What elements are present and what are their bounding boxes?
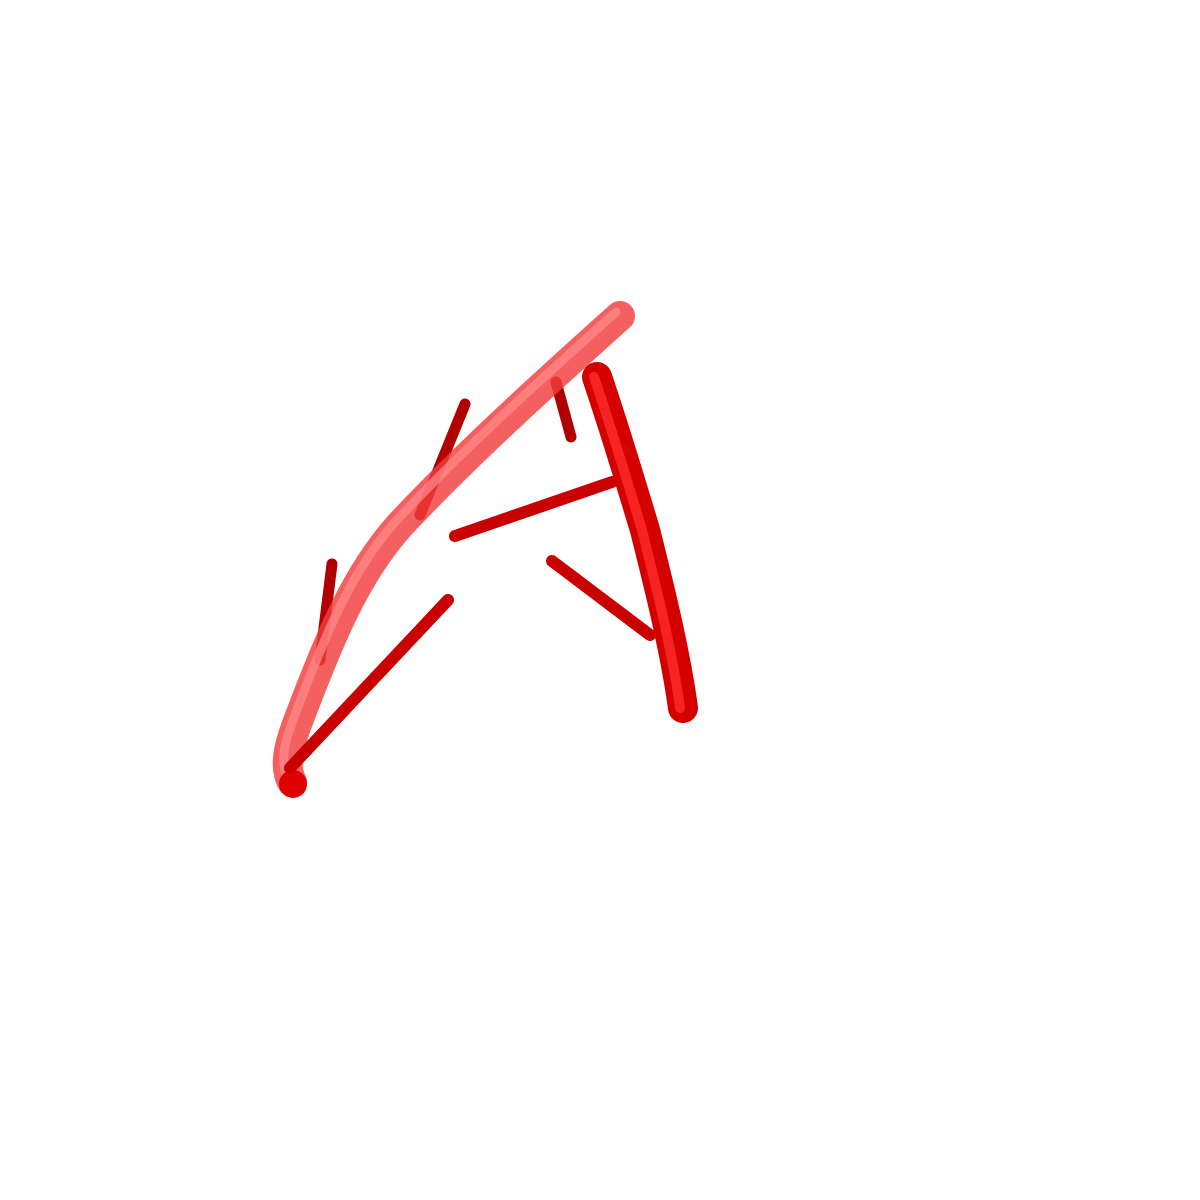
rung-middle bbox=[455, 482, 612, 536]
rung-group-back bbox=[320, 382, 571, 660]
backbone-strand-front bbox=[594, 377, 683, 708]
strand-end-cap bbox=[279, 770, 307, 798]
rung-lower bbox=[552, 561, 650, 635]
